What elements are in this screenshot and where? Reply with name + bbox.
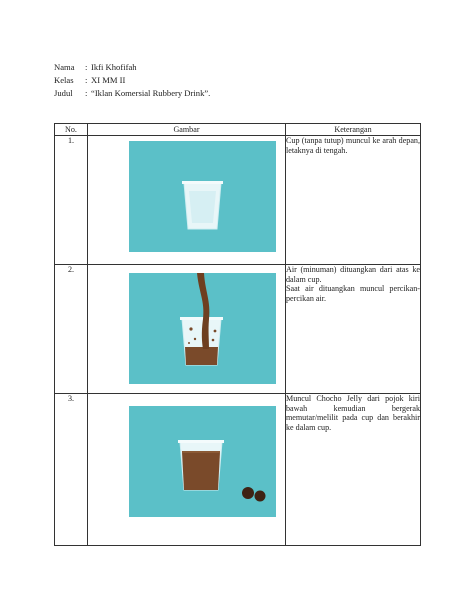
row-number: 1. [55, 136, 88, 265]
splash-drop [189, 327, 192, 330]
cup-rim [180, 317, 223, 320]
description-text: Air (minuman) dituangkan dari atas ke dalam cup. [286, 265, 420, 284]
description-cell [286, 394, 421, 546]
nama-label: Nama [54, 62, 75, 72]
header-keterangan: Keterangan [286, 124, 421, 136]
header-no: No. [55, 124, 88, 136]
table-row [55, 394, 421, 546]
drink-fill [185, 347, 218, 365]
judul-colon: : [85, 88, 88, 98]
description-cell [286, 136, 421, 265]
splash-drop [188, 342, 190, 344]
description-cell [286, 265, 421, 394]
image-cell [88, 136, 286, 265]
drink-surface [182, 451, 220, 453]
splash-drop [212, 339, 215, 342]
image-cell [88, 265, 286, 394]
description-text: Saat air dituangkan muncul percikan-percikan air. [286, 284, 420, 303]
cup-rim [178, 440, 224, 443]
drink-fill [182, 452, 220, 490]
row-number: 3. [55, 394, 88, 546]
nama-colon: : [85, 62, 88, 72]
jelly-ball [255, 491, 266, 502]
description-text: Muncul Chocho Jelly dari pojok kiri bawah kemudian bergerak memutar/melilit pada cup dan berakhir ke dalam cup. [286, 394, 420, 432]
judul-label: Judul [54, 88, 73, 98]
kelas-colon: : [85, 75, 88, 85]
kelas-value: XI MM II [91, 75, 126, 85]
splash-drop [194, 338, 196, 340]
storyboard-table [54, 123, 421, 546]
judul-value: “Iklan Komersial Rubbery Drink”. [91, 88, 211, 98]
header-gambar: Gambar [88, 124, 286, 136]
row-number: 2. [55, 265, 88, 394]
table-header-row [55, 124, 421, 136]
scene-image-pouring [129, 273, 276, 384]
splash-drop [214, 330, 217, 333]
scene-image-empty-cup [129, 141, 276, 252]
image-cell [88, 394, 286, 546]
jelly-ball [242, 487, 254, 499]
judul-row [54, 88, 210, 99]
nama-value: Ikfi Khofifah [91, 62, 137, 72]
kelas-label: Kelas [54, 75, 74, 85]
kelas-row [54, 75, 125, 86]
scene-image-jelly [129, 406, 276, 517]
description-text: Cup (tanpa tutup) muncul ke arah depan, letaknya di tengah. [286, 136, 420, 155]
table-row [55, 136, 421, 265]
cup-inner-shade [189, 191, 216, 223]
cup-rim [182, 181, 223, 184]
table-row [55, 265, 421, 394]
nama-row [54, 62, 137, 73]
